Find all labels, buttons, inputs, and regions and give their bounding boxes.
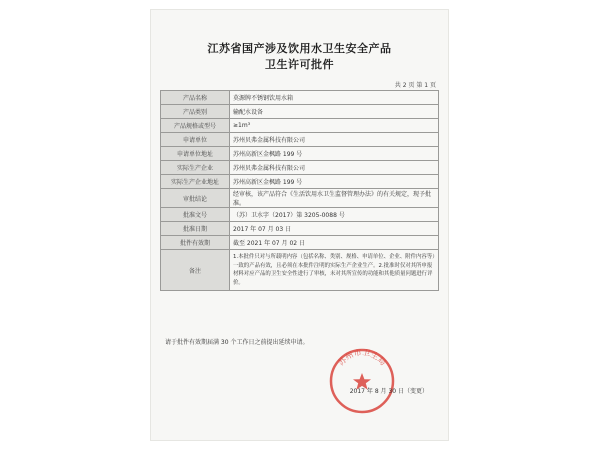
row-value: 苏州贝弗金属科技有限公司 — [230, 133, 439, 147]
validity-value: 截至 2021 年 07 月 02 日 — [230, 236, 439, 250]
row-label: 产品规格或型号 — [161, 119, 230, 133]
approval-no-label: 批准文号 — [161, 208, 230, 222]
row-label: 申请单位地址 — [161, 147, 230, 161]
row-value: ≥1m³ — [230, 119, 439, 133]
table-row — [161, 222, 439, 236]
row-value: 苏州贝弗金属科技有限公司 — [230, 161, 439, 175]
review-value: 经审核，该产品符合《生活饮用水卫生监督管理办法》的有关规定，现予批准。 — [230, 189, 439, 208]
approval-date-value: 2017 年 07 月 03 日 — [230, 222, 439, 236]
notes-value: 1.本批件只对与所载明内容（包括名称、类别、规格、申请单位、企业、附件内容等）一致的产品有效，且必须在本批件注明的实际生产企业生产。2.批准时仅对其所申报材料对应产品的卫生安全性进行了审核，未对其所宣传的功能和其他质量问题进行评价。 — [230, 250, 439, 291]
row-value: 苏州高新区金枫路 199 号 — [230, 147, 439, 161]
row-label: 申请单位 — [161, 133, 230, 147]
table-row — [161, 189, 439, 208]
license-table — [160, 90, 439, 291]
table-row — [161, 161, 439, 175]
page-info: 共 2 页 第 1 页 — [394, 82, 436, 89]
validity-label: 批件有效期 — [161, 236, 230, 250]
table-row — [161, 250, 439, 291]
row-label: 产品名称 — [161, 91, 230, 105]
approval-no-value: （苏）卫水字（2017）第 3205-0088 号 — [230, 208, 439, 222]
table-row — [161, 119, 439, 133]
signature-date: 2017 年 8 月 30 日（变更） — [349, 388, 428, 395]
notes-label: 备注 — [161, 250, 230, 291]
table-row — [161, 236, 439, 250]
footer-note: 请于批件有效期届满 30 个工作日之前提出延续申请。 — [165, 339, 309, 346]
approval-date-label: 批准日期 — [161, 222, 230, 236]
row-label: 产品类别 — [161, 105, 230, 119]
table-row — [161, 105, 439, 119]
seal-text: 苏州市卫生局 — [336, 347, 388, 368]
license-document — [151, 10, 448, 440]
row-label: 实际生产企业地址 — [161, 175, 230, 189]
table-row — [161, 91, 439, 105]
row-label: 实际生产企业 — [161, 161, 230, 175]
official-seal-icon — [327, 346, 397, 416]
table-row — [161, 208, 439, 222]
table-row — [161, 147, 439, 161]
document-subtitle: 卫生许可批件 — [265, 58, 334, 71]
row-value: 莫源牌不锈钢饮用水箱 — [230, 91, 439, 105]
table-row — [161, 175, 439, 189]
review-label: 审批结论 — [161, 189, 230, 208]
table-row — [161, 133, 439, 147]
row-value: 输配水设备 — [230, 105, 439, 119]
document-title: 江苏省国产涉及饮用水卫生安全产品 — [207, 42, 392, 55]
row-value: 苏州高新区金枫路 199 号 — [230, 175, 439, 189]
